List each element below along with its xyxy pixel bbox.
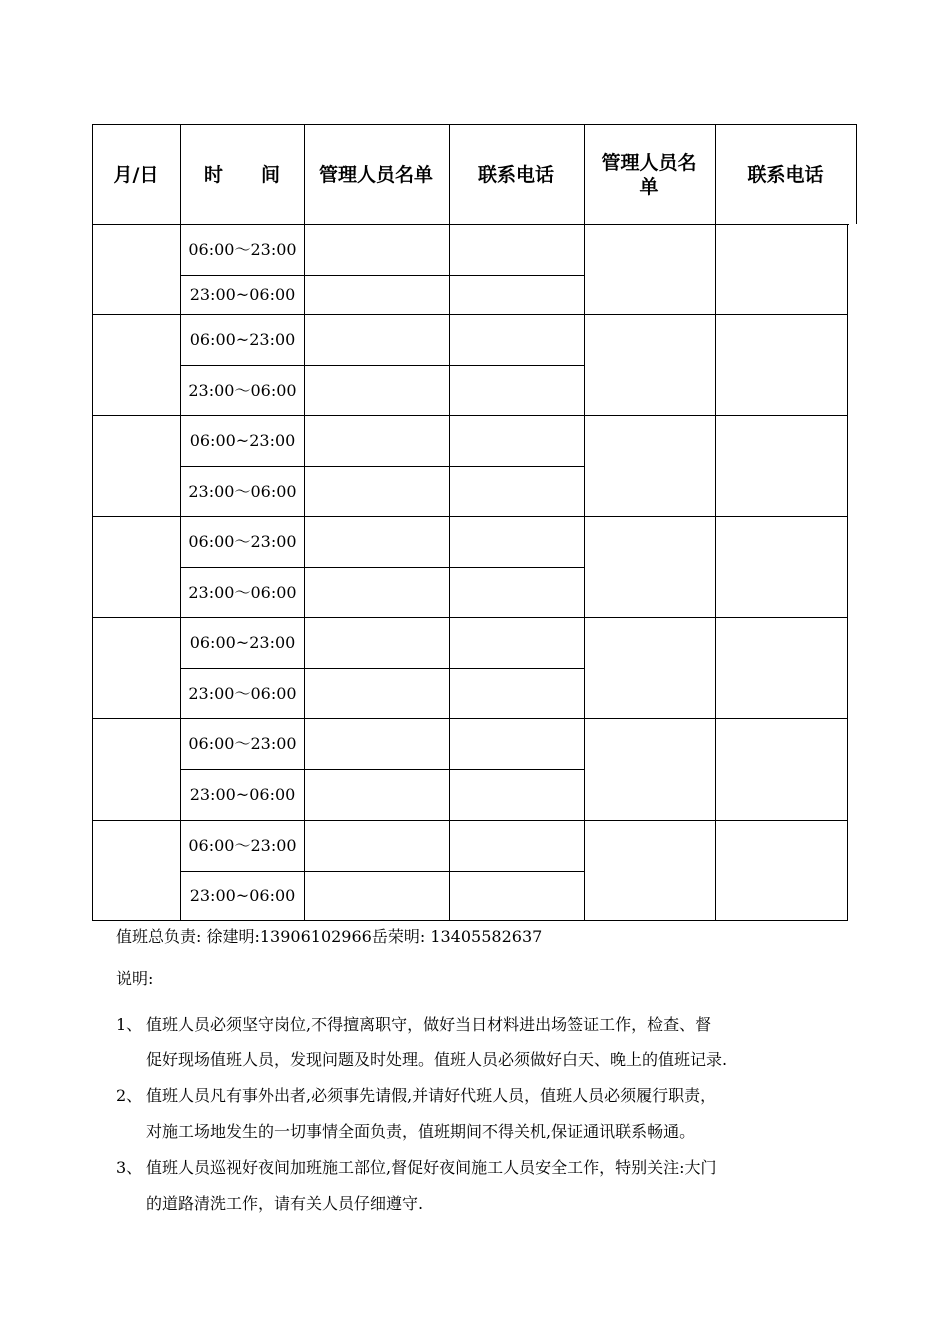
table-border — [584, 124, 585, 224]
time-slot-day: 06:00～23:00 — [188, 836, 297, 855]
table-border — [584, 224, 585, 920]
time-slot-day: 06:00～23:00 — [188, 240, 297, 259]
header-manager-list-2: 管理人员名单 — [601, 151, 697, 198]
time-slot-day: 06:00~23:00 — [189, 330, 296, 349]
note-1-line-2: 促好现场值班人员，发现问题及时处理。值班人员必须做好白天、晚上的值班记录. — [146, 1050, 728, 1069]
time-slot-night: 23:00~06:00 — [189, 285, 296, 304]
time-slot-night: 23:00～06:00 — [188, 582, 297, 602]
time-slot-day: 06:00～23:00 — [188, 734, 297, 753]
note-1-line-1: 值班人员必须坚守岗位,不得擅离职守，做好当日材料进出场签证工作，检查、督 — [146, 1015, 712, 1034]
time-slot-night: 23:00~06:00 — [189, 785, 296, 804]
time-slot-night: 23:00~06:00 — [189, 886, 296, 905]
note-3-number: 3、 — [116, 1158, 143, 1177]
header-date: 月/日 — [113, 163, 159, 186]
table-border — [304, 224, 305, 920]
header-time: 时 间 — [203, 163, 280, 186]
note-2-line-1: 值班人员凡有事外出者,必须事先请假,并请好代班人员，值班人员必须履行职责， — [146, 1086, 717, 1105]
note-1-number: 1、 — [116, 1015, 143, 1034]
note-2-number: 2、 — [116, 1086, 143, 1105]
header-phone-2: 联系电话 — [747, 163, 824, 186]
header-phone-1: 联系电话 — [477, 163, 554, 186]
time-slot-day: 06:00~23:00 — [189, 431, 296, 450]
time-slot-night: 23:00～06:00 — [188, 380, 297, 400]
table-border — [715, 224, 716, 920]
note-3-line-1: 值班人员巡视好夜间加班施工部位,督促好夜间施工人员安全工作，特别关注:大门 — [146, 1158, 717, 1177]
table-border — [449, 224, 450, 920]
time-slot-day: 06:00~23:00 — [189, 633, 296, 652]
header-manager-list-1: 管理人员名单 — [318, 163, 433, 186]
time-slot-day: 06:00～23:00 — [188, 532, 297, 551]
table-border — [92, 224, 93, 920]
time-slot-night: 23:00～06:00 — [188, 683, 297, 703]
notes-title: 说明: — [116, 969, 154, 988]
note-3-line-2: 的道路清洗工作，请有关人员仔细遵守. — [146, 1194, 424, 1213]
table-border — [856, 124, 857, 224]
table-border — [92, 920, 848, 921]
table-border — [304, 124, 305, 224]
duty-lead: 值班总负责: 徐建明:13906102966岳荣明: 13405582637 — [116, 927, 543, 946]
note-2-line-2: 对施工场地发生的一切事情全面负责，值班期间不得关机,保证通讯联系畅通。 — [146, 1122, 696, 1141]
time-slot-night: 23:00～06:00 — [188, 481, 297, 501]
table-border — [847, 224, 848, 920]
